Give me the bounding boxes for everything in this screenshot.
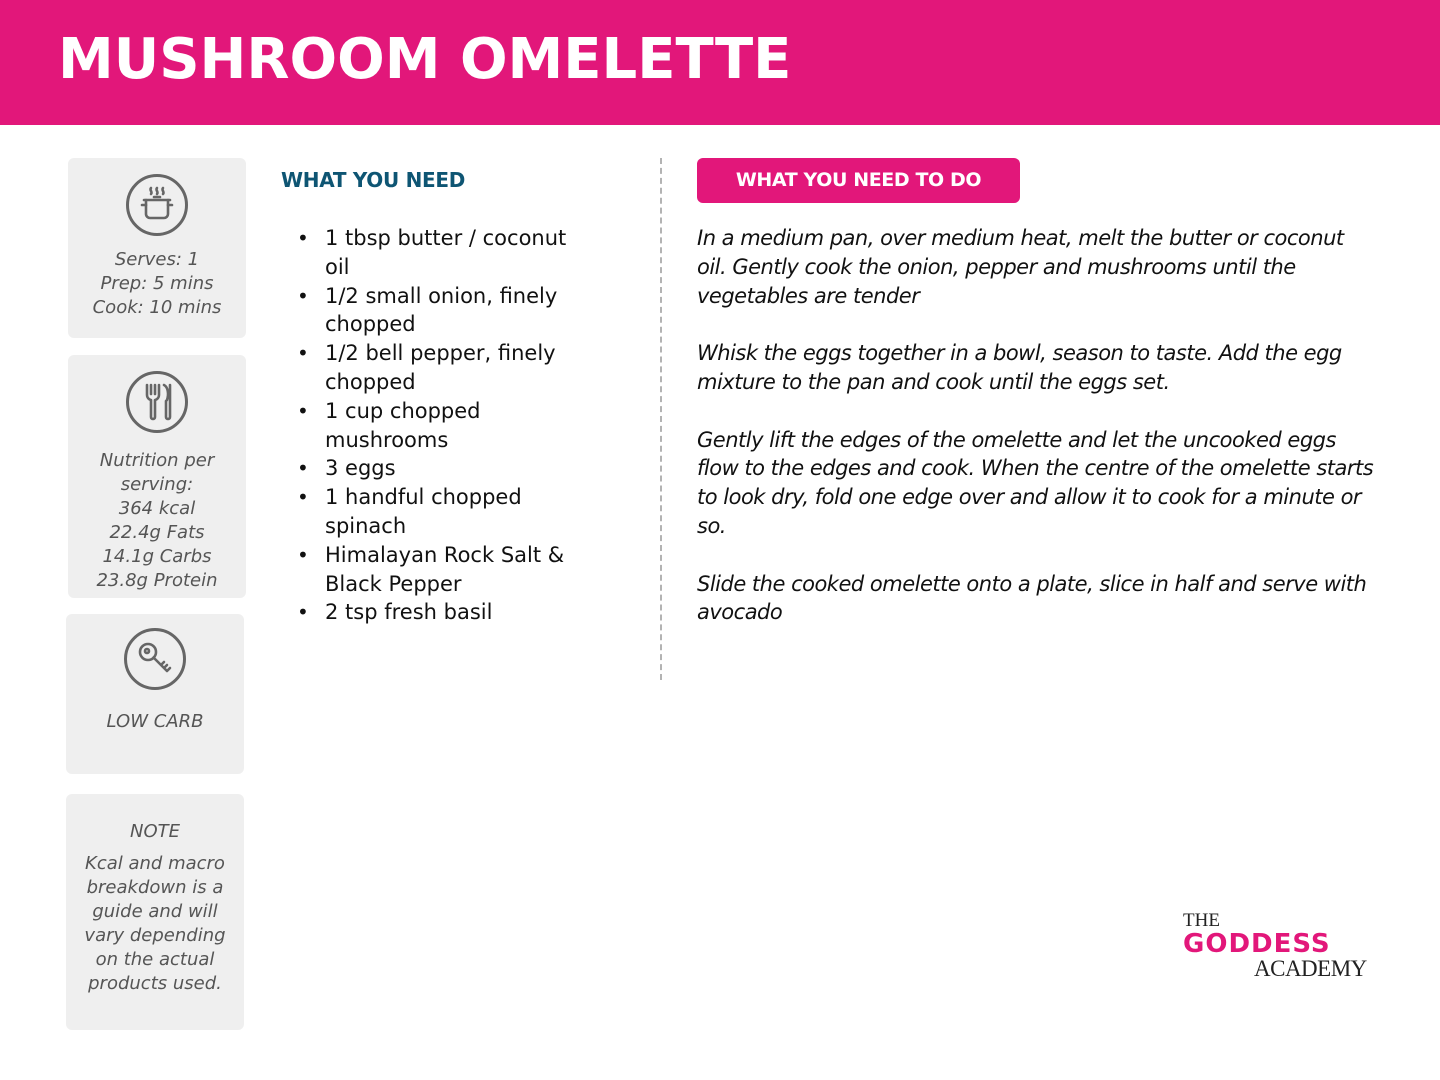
diet-tag-card — [66, 614, 244, 774]
serves-text: Serves: 1 — [114, 249, 200, 270]
protein-value: 23.8g Protein — [96, 570, 218, 591]
note-title: NOTE — [129, 821, 180, 842]
method-step: In a medium pan, over medium heat, melt the butter or coconut oil. Gently cook the onion, pepper and mushrooms until the vegetables are tender — [697, 226, 1344, 308]
note-text: products used. — [88, 973, 222, 994]
note-text: on the actual — [95, 949, 215, 970]
ingredient-item: • 1/2 bell pepper, finely chopped — [297, 339, 597, 397]
header-banner — [0, 0, 1440, 125]
ingredient-item: • 1/2 small onion, finely chopped — [297, 282, 597, 340]
ingredient-item: • 1 tbsp butter / coconut oil — [297, 224, 597, 282]
nutrition-label-cont: serving: — [120, 474, 194, 495]
page-title: MUSHROOM OMELETTE — [58, 27, 792, 92]
method-step: Gently lift the edges of the omelette and let the uncooked eggs flow to the edges and cook. When the centre of the omelette starts to look dry, fold one edge over and allow it to cook for a minute or so. — [697, 427, 1374, 538]
note-text: guide and will — [92, 901, 218, 922]
note-card — [66, 794, 244, 1030]
fats-value: 22.4g Fats — [109, 522, 205, 543]
method-step: Slide the cooked omelette onto a plate, slice in half and serve with avocado — [697, 571, 1367, 625]
cooking-pot-icon — [126, 174, 188, 236]
logo-the: THE — [1183, 910, 1220, 931]
note-text: breakdown is a — [86, 877, 224, 898]
ingredients-heading: WHAT YOU NEED — [281, 168, 466, 192]
ingredient-item: • 1 handful chopped spinach — [297, 483, 597, 541]
brand-logo — [1180, 910, 1367, 985]
ingredient-item: • 3 eggs — [297, 454, 597, 483]
method-steps — [697, 224, 1377, 656]
note-text: vary depending — [84, 925, 226, 946]
column-divider — [660, 158, 662, 680]
low-carb-label: LOW CARB — [106, 711, 204, 732]
method-heading-badge: WHAT YOU NEED TO DO — [697, 158, 1020, 203]
serving-info-card — [68, 158, 246, 338]
method-step: Whisk the eggs together in a bowl, season to taste. Add the egg mixture to the pan and cook until the eggs set. — [697, 341, 1342, 394]
key-icon — [124, 628, 186, 690]
ingredient-item: • Himalayan Rock Salt & Black Pepper — [297, 541, 597, 599]
logo-goddess: GODDESS — [1183, 929, 1331, 959]
note-text: Kcal and macro — [85, 853, 225, 874]
prep-time-text: Prep: 5 mins — [100, 273, 214, 294]
ingredient-item: • 1 cup chopped mushrooms — [297, 397, 597, 455]
kcal-value: 364 kcal — [118, 498, 196, 519]
nutrition-label: Nutrition per — [99, 450, 215, 471]
carbs-value: 14.1g Carbs — [102, 546, 212, 567]
logo-academy: ACADEMY — [1254, 956, 1367, 981]
fork-knife-icon — [126, 371, 188, 433]
ingredient-item: • 2 tsp fresh basil — [297, 598, 597, 627]
ingredients-list — [297, 224, 597, 627]
nutrition-card — [68, 355, 246, 598]
cook-time-text: Cook: 10 mins — [92, 297, 222, 318]
